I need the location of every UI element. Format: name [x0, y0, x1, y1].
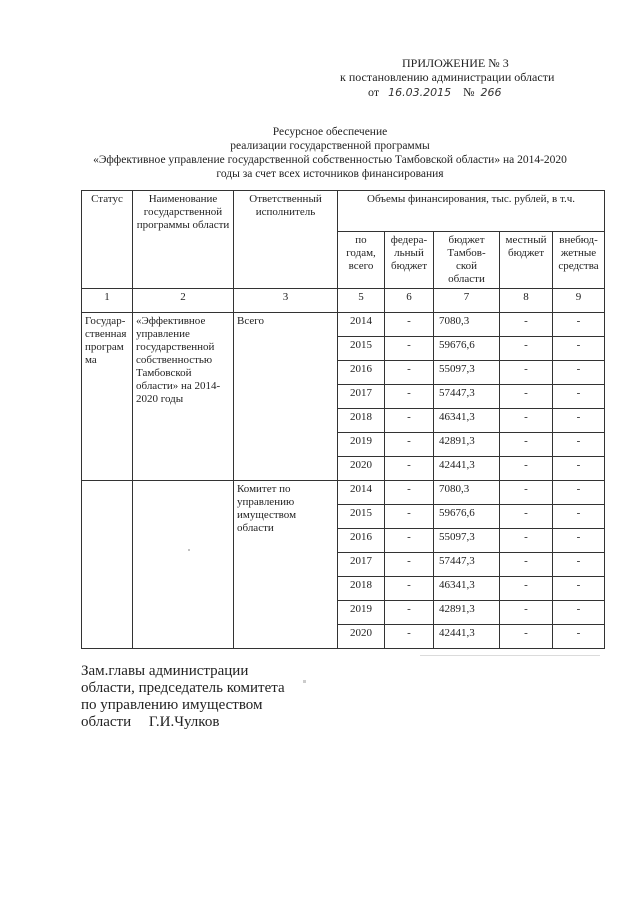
extrabudget-cell: -	[553, 505, 605, 529]
number-value: 266	[480, 86, 502, 99]
column-number: 9	[553, 289, 605, 313]
local-cell: -	[500, 553, 553, 577]
header-by-years: по годам, всего	[338, 232, 385, 289]
year-cell: 2017	[338, 385, 385, 409]
date-prefix: от	[368, 85, 380, 99]
federal-cell: -	[385, 481, 434, 505]
signatory-name: Г.И.Чулков	[148, 714, 220, 730]
regional-cell: 57447,3	[434, 553, 500, 577]
regional-cell: 59676,6	[434, 505, 500, 529]
year-cell: 2020	[338, 625, 385, 649]
appendix-subtitle: к постановлению администрации области	[340, 70, 555, 84]
status-cell	[82, 481, 133, 649]
regional-cell: 7080,3	[434, 481, 500, 505]
executor-cell: Всего	[234, 313, 338, 481]
header-status: Статус	[82, 191, 133, 289]
year-cell: 2014	[338, 481, 385, 505]
signature-last-prefix: области	[81, 714, 132, 730]
signature-line: Зам.главы администрации	[81, 663, 249, 679]
program-name-cell: «Эффективное управление государственной собственностью Тамбовской области» на 2014-2020 годы	[133, 313, 234, 481]
extrabudget-cell: -	[553, 529, 605, 553]
federal-cell: -	[385, 601, 434, 625]
appendix-header	[340, 56, 580, 100]
signature-line	[81, 714, 285, 731]
signature-line: по управлению имуществом	[81, 697, 263, 713]
year-cell: 2020	[338, 457, 385, 481]
federal-cell: -	[385, 337, 434, 361]
federal-cell: -	[385, 361, 434, 385]
column-number: 8	[500, 289, 553, 313]
extrabudget-cell: -	[553, 337, 605, 361]
header-financing: Объемы финансирования, тыс. рублей, в т.ч.	[338, 191, 605, 232]
local-cell: -	[500, 529, 553, 553]
federal-cell: -	[385, 553, 434, 577]
column-number: 2	[133, 289, 234, 313]
federal-cell: -	[385, 457, 434, 481]
extrabudget-cell: -	[553, 313, 605, 337]
local-cell: -	[500, 505, 553, 529]
regional-cell: 55097,3	[434, 361, 500, 385]
year-cell: 2015	[338, 505, 385, 529]
table-row	[82, 481, 605, 505]
appendix-title: ПРИЛОЖЕНИЕ № 3	[402, 56, 509, 70]
extrabudget-cell: -	[553, 577, 605, 601]
date-value: 16.03.2015	[388, 86, 452, 99]
header-local: местный бюджет	[500, 232, 553, 289]
local-cell: -	[500, 361, 553, 385]
local-cell: -	[500, 409, 553, 433]
regional-cell: 42441,3	[434, 625, 500, 649]
title-line: «Эффективное управление государственной собственностью Тамбовской области» на 2014-2020	[93, 154, 567, 166]
local-cell: -	[500, 385, 553, 409]
year-cell: 2018	[338, 577, 385, 601]
column-number: 5	[338, 289, 385, 313]
financing-table	[81, 190, 605, 649]
federal-cell: -	[385, 385, 434, 409]
header-extrabudget: внебюд-жетные средства	[553, 232, 605, 289]
year-cell: 2016	[338, 361, 385, 385]
year-cell: 2019	[338, 433, 385, 457]
year-cell: 2014	[338, 313, 385, 337]
local-cell: -	[500, 433, 553, 457]
federal-cell: -	[385, 433, 434, 457]
document-title	[70, 125, 590, 181]
local-cell: -	[500, 457, 553, 481]
extrabudget-cell: -	[553, 553, 605, 577]
appendix-date-line	[340, 85, 580, 100]
regional-cell: 57447,3	[434, 385, 500, 409]
federal-cell: -	[385, 625, 434, 649]
title-line: годы за счет всех источников финансирования	[216, 168, 444, 180]
regional-cell: 42891,3	[434, 433, 500, 457]
title-line: Ресурсное обеспечение	[272, 126, 388, 138]
federal-cell: -	[385, 577, 434, 601]
regional-cell: 46341,3	[434, 577, 500, 601]
status-cell: Государ-ственная програм ма	[82, 313, 133, 481]
year-cell: 2017	[338, 553, 385, 577]
extrabudget-cell: -	[553, 361, 605, 385]
extrabudget-cell: -	[553, 433, 605, 457]
local-cell: -	[500, 313, 553, 337]
local-cell: -	[500, 337, 553, 361]
federal-cell: -	[385, 409, 434, 433]
year-cell: 2019	[338, 601, 385, 625]
header-program-name: Наименование государственной программы области	[133, 191, 234, 289]
title-line: реализации государственной программы	[230, 140, 430, 152]
scan-artifact	[303, 680, 306, 683]
extrabudget-cell: -	[553, 409, 605, 433]
scan-artifact	[188, 549, 190, 551]
regional-cell: 7080,3	[434, 313, 500, 337]
column-number: 7	[434, 289, 500, 313]
column-number: 3	[234, 289, 338, 313]
column-number: 1	[82, 289, 133, 313]
regional-cell: 42891,3	[434, 601, 500, 625]
regional-cell: 55097,3	[434, 529, 500, 553]
table-row	[82, 313, 605, 337]
local-cell: -	[500, 481, 553, 505]
extrabudget-cell: -	[553, 457, 605, 481]
signature-block	[81, 663, 285, 731]
header-executor: Ответственный исполнитель	[234, 191, 338, 289]
local-cell: -	[500, 625, 553, 649]
executor-cell: Комитет по управлению имуществом области	[234, 481, 338, 649]
header-federal: федера-льный бюджет	[385, 232, 434, 289]
federal-cell: -	[385, 529, 434, 553]
extrabudget-cell: -	[553, 625, 605, 649]
scan-artifact	[420, 655, 600, 656]
year-cell: 2015	[338, 337, 385, 361]
extrabudget-cell: -	[553, 385, 605, 409]
local-cell: -	[500, 577, 553, 601]
program-name-cell	[133, 481, 234, 649]
federal-cell: -	[385, 505, 434, 529]
regional-cell: 46341,3	[434, 409, 500, 433]
regional-cell: 42441,3	[434, 457, 500, 481]
extrabudget-cell: -	[553, 481, 605, 505]
federal-cell: -	[385, 313, 434, 337]
regional-cell: 59676,6	[434, 337, 500, 361]
year-cell: 2016	[338, 529, 385, 553]
local-cell: -	[500, 601, 553, 625]
column-number: 6	[385, 289, 434, 313]
signature-line: области, председатель комитета	[81, 680, 285, 696]
extrabudget-cell: -	[553, 601, 605, 625]
year-cell: 2018	[338, 409, 385, 433]
header-regional: бюджет Тамбов-ской области	[434, 232, 500, 289]
number-prefix: №	[463, 85, 475, 99]
